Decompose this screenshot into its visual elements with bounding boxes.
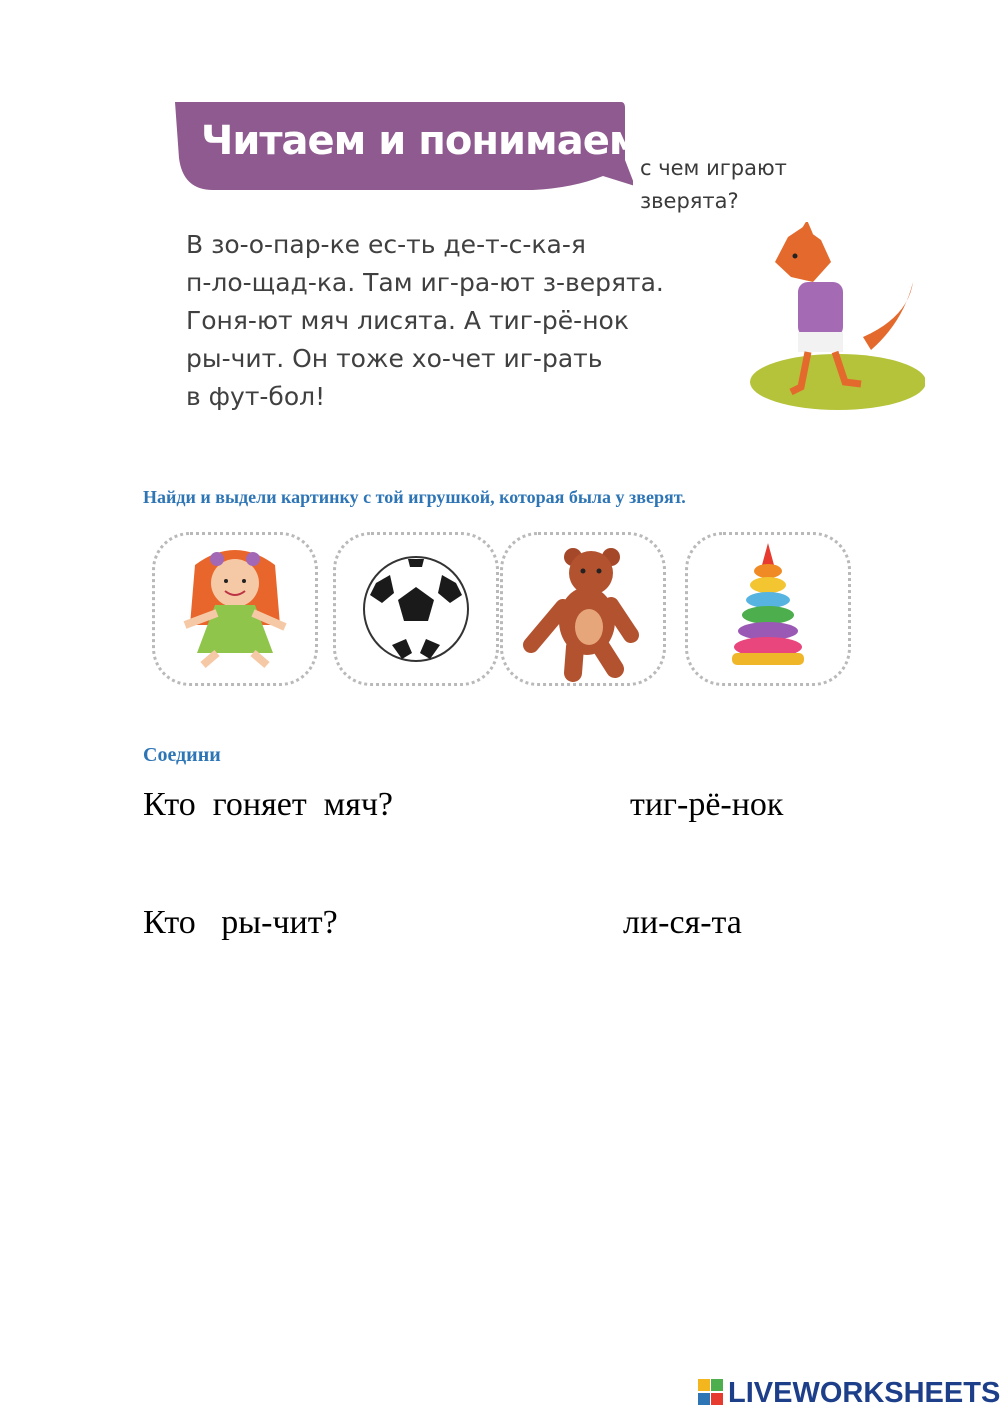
logo-text: LIVEWORKSHEETS <box>728 1376 1000 1409</box>
connect-answer-1[interactable]: тиг-рё-нок <box>630 786 784 823</box>
toy-card-ball[interactable] <box>333 532 499 686</box>
story-line-1: В зо-о-пар-ке ес-ть де-т-с-ка-я <box>186 230 586 259</box>
instruction-text: Найди и выдели картинку с той игрушкой, которая была у зверят. <box>143 487 686 507</box>
story-line-5: в фут-бол! <box>186 382 326 411</box>
reading-passage-image <box>143 92 925 437</box>
story-line-3: Гоня-ют мяч лисята. А тиг-рё-нок <box>186 306 629 335</box>
teddy-bear-icon <box>503 535 663 683</box>
toy-card-doll[interactable] <box>152 532 318 686</box>
question-line-1: с чем играют <box>640 156 787 180</box>
connect-question-2[interactable]: Кто ры-чит? <box>143 904 338 941</box>
logo-icon <box>698 1379 724 1407</box>
liveworksheets-logo <box>698 1377 1000 1409</box>
fox-icon <box>743 222 925 422</box>
story-line-2: п-ло-щад-ка. Там иг-ра-ют з-верята. <box>186 268 664 297</box>
connect-question-1[interactable]: Кто гоняет мяч? <box>143 786 394 823</box>
reading-question <box>640 152 850 218</box>
banner-title: Читаем и понимаем: <box>201 118 656 164</box>
story-line-4: ры-чит. Он тоже хо-чет иг-рать <box>186 344 603 373</box>
soccer-ball-icon <box>336 535 496 683</box>
stacking-pyramid-icon <box>688 535 848 683</box>
question-line-2: зверята? <box>640 189 739 213</box>
connect-answer-2[interactable]: ли-ся-та <box>623 904 742 941</box>
toy-card-teddy-bear[interactable] <box>500 532 666 686</box>
connect-heading: Соедини <box>143 744 221 766</box>
doll-icon <box>155 535 315 683</box>
toy-card-pyramid[interactable] <box>685 532 851 686</box>
